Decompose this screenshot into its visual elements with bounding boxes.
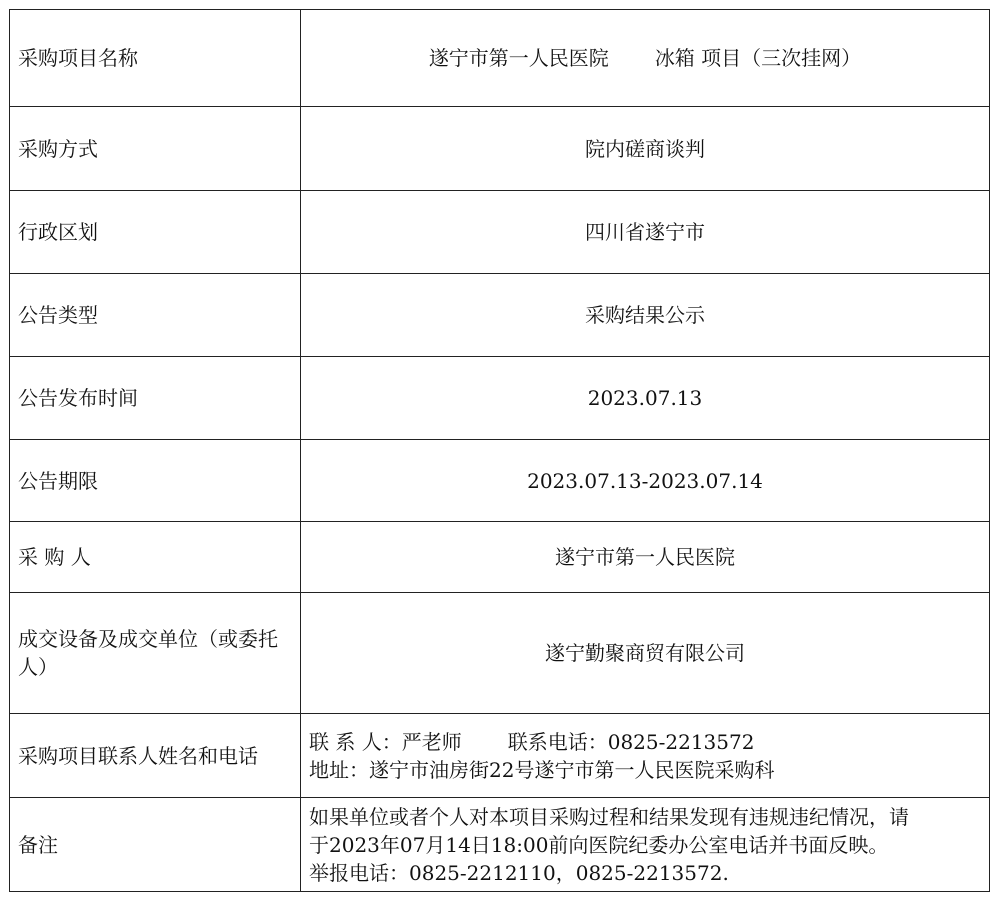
value-region: 四川省遂宁市 <box>301 191 990 274</box>
contact-phone: 联系电话：0825-2213572 <box>507 729 755 754</box>
label-period: 公告期限 <box>10 440 301 522</box>
contact-line-1 <box>309 728 981 756</box>
row-contact <box>10 714 990 798</box>
label-purchaser: 采 购 人 <box>10 522 301 593</box>
label-contact: 采购项目联系人姓名和电话 <box>10 714 301 798</box>
remarks-line-3: 举报电话：0825-2212110，0825-2213572. <box>309 860 729 885</box>
procurement-notice-table <box>9 9 990 892</box>
value-winner: 遂宁勤聚商贸有限公司 <box>301 593 990 714</box>
label-winner: 成交设备及成交单位（或委托人） <box>10 593 301 714</box>
label-notice-type: 公告类型 <box>10 274 301 357</box>
row-period <box>10 440 990 522</box>
value-notice-type: 采购结果公示 <box>301 274 990 357</box>
label-region: 行政区划 <box>10 191 301 274</box>
row-publish-time <box>10 357 990 440</box>
value-remarks <box>301 798 990 892</box>
row-winner <box>10 593 990 714</box>
value-method: 院内磋商谈判 <box>301 107 990 191</box>
row-remarks <box>10 798 990 892</box>
value-period: 2023.07.13-2023.07.14 <box>301 440 990 522</box>
row-method <box>10 107 990 191</box>
row-purchaser <box>10 522 990 593</box>
remarks-line-1: 如果单位或者个人对本项目采购过程和结果发现有违规违纪情况，请 <box>309 804 909 829</box>
contact-person: 联 系 人：严老师 <box>309 729 462 754</box>
label-project-name: 采购项目名称 <box>10 10 301 107</box>
label-method: 采购方式 <box>10 107 301 191</box>
row-notice-type <box>10 274 990 357</box>
label-publish-time: 公告发布时间 <box>10 357 301 440</box>
value-project-name <box>301 10 990 107</box>
label-remarks: 备注 <box>10 798 301 892</box>
value-contact <box>301 714 990 798</box>
project-name-item: 冰箱 项目（三次挂网） <box>654 46 862 70</box>
remarks-line-2: 于2023年07月14日18:00前向医院纪委办公室电话并书面反映。 <box>309 832 889 857</box>
value-purchaser: 遂宁市第一人民医院 <box>301 522 990 593</box>
project-name-hospital: 遂宁市第一人民医院 <box>428 46 609 70</box>
row-project-name <box>10 10 990 107</box>
row-region <box>10 191 990 274</box>
contact-address: 地址：遂宁市油房街22号遂宁市第一人民医院采购科 <box>309 757 775 782</box>
value-publish-time: 2023.07.13 <box>301 357 990 440</box>
